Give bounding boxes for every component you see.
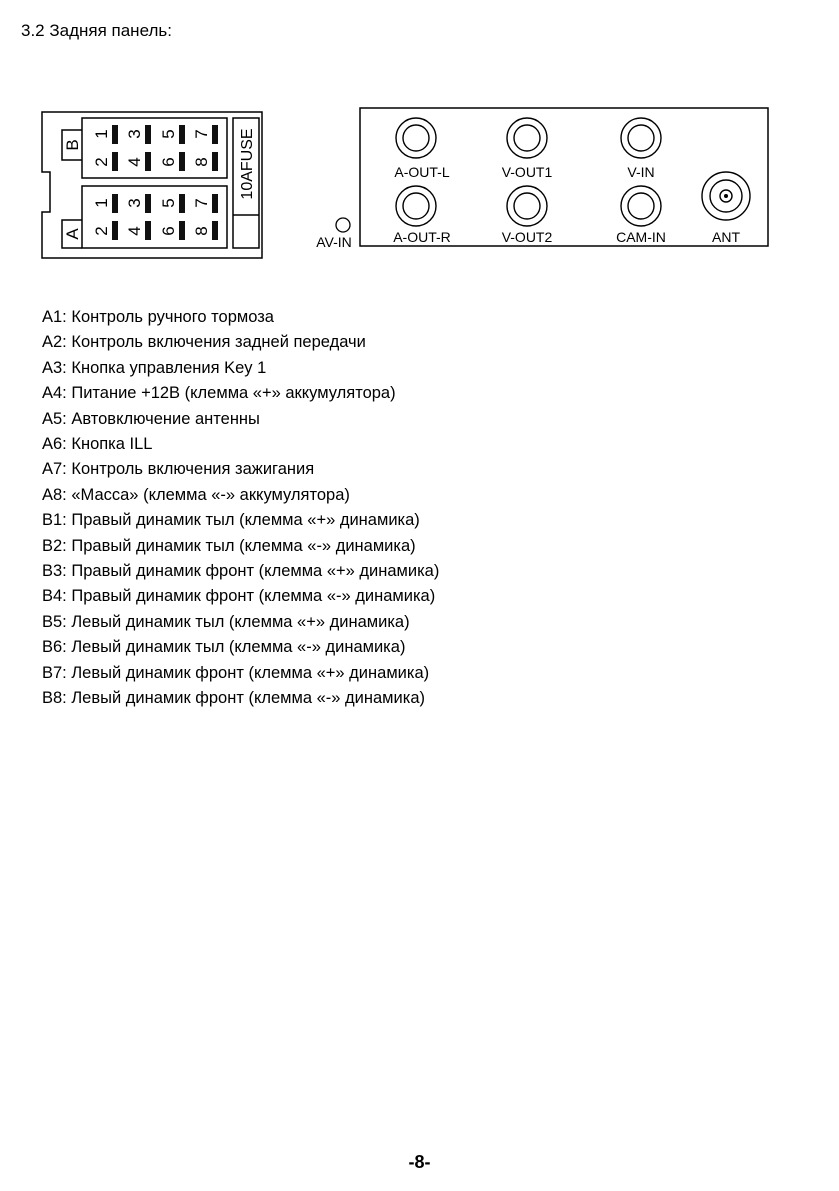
cam-in-jack: [621, 186, 661, 226]
pin-number: 1: [92, 198, 111, 208]
pin-number: 7: [192, 129, 211, 139]
pin-description: B5: Левый динамик тыл (клемма «+» динамика): [42, 612, 410, 631]
pin-description: B3: Правый динамик фронт (клемма «+» динамика): [42, 562, 440, 581]
pin-number: 8: [192, 157, 211, 167]
av-in-label: AV-IN: [316, 234, 352, 250]
v-out2-label: V-OUT2: [501, 229, 553, 245]
v-in-label: V-IN: [627, 164, 655, 180]
av-in-jack: [336, 218, 350, 232]
v-out1-label: V-OUT1: [501, 164, 553, 180]
pin-description: B1: Правый динамик тыл (клемма «+» динамика): [42, 511, 420, 530]
pin-description: A6: Кнопка ILL: [42, 435, 153, 454]
a-out-r-label: A-OUT-R: [393, 229, 451, 245]
a-out-l-label: A-OUT-L: [394, 164, 450, 180]
pin-description: B4: Правый динамик фронт (клемма «-» динамика): [42, 587, 436, 606]
pin-description: A5: Автовключение антенны: [42, 409, 260, 428]
pin-description: B8: Левый динамик фронт (клемма «-» динамика): [42, 689, 425, 708]
pin-number: 5: [159, 198, 178, 208]
rear-panel-diagram: [0, 0, 839, 280]
pin-number: 2: [92, 226, 111, 236]
fuse-label: 10AFUSE: [239, 128, 256, 200]
v-out1-jack: [507, 118, 547, 158]
page-number: -8-: [408, 1152, 431, 1172]
section-heading: 3.2 Задняя панель:: [21, 21, 172, 40]
iso-block-b: [82, 118, 227, 178]
iso-block-a: [82, 186, 227, 248]
pin-description: A4: Питание +12В (клемма «+» аккумулятора): [42, 384, 396, 403]
a-out-r-jack: [396, 186, 436, 226]
pin-number: 7: [192, 198, 211, 208]
pin-description: A1: Контроль ручного тормоза: [42, 308, 274, 326]
pin-description: A7: Контроль включения зажигания: [42, 460, 315, 479]
pin-number: 1: [92, 129, 111, 139]
v-in-jack: [621, 118, 661, 158]
pin-number: 6: [159, 157, 178, 167]
pin-description-list: [42, 305, 439, 712]
pin-description: A2: Контроль включения задней передачи: [42, 333, 366, 352]
pin-number: 2: [92, 157, 111, 167]
pin-number: 6: [159, 226, 178, 236]
pin-description: A3: Кнопка управления Key 1: [42, 358, 267, 377]
pin-number: 8: [192, 226, 211, 236]
block-a-label: A: [63, 228, 82, 240]
pin-description: B6: Левый динамик тыл (клемма «-» динамика): [42, 638, 406, 657]
block-b-label: B: [63, 139, 82, 151]
pin-number: 5: [159, 129, 178, 139]
pin-number: 3: [125, 198, 144, 208]
a-out-l-jack: [396, 118, 436, 158]
pin-description: B7: Левый динамик фронт (клемма «+» динамика): [42, 663, 430, 682]
pin-number: 4: [125, 157, 144, 167]
v-out2-jack: [507, 186, 547, 226]
pin-number: 3: [125, 129, 144, 139]
pin-description: A8: «Масса» (клемма «-» аккумулятора): [42, 485, 350, 504]
pin-description: B2: Правый динамик тыл (клемма «-» динамика): [42, 536, 416, 555]
ant-label: ANT: [712, 229, 740, 245]
pin-number: 4: [125, 226, 144, 236]
cam-in-label: CAM-IN: [616, 229, 666, 245]
